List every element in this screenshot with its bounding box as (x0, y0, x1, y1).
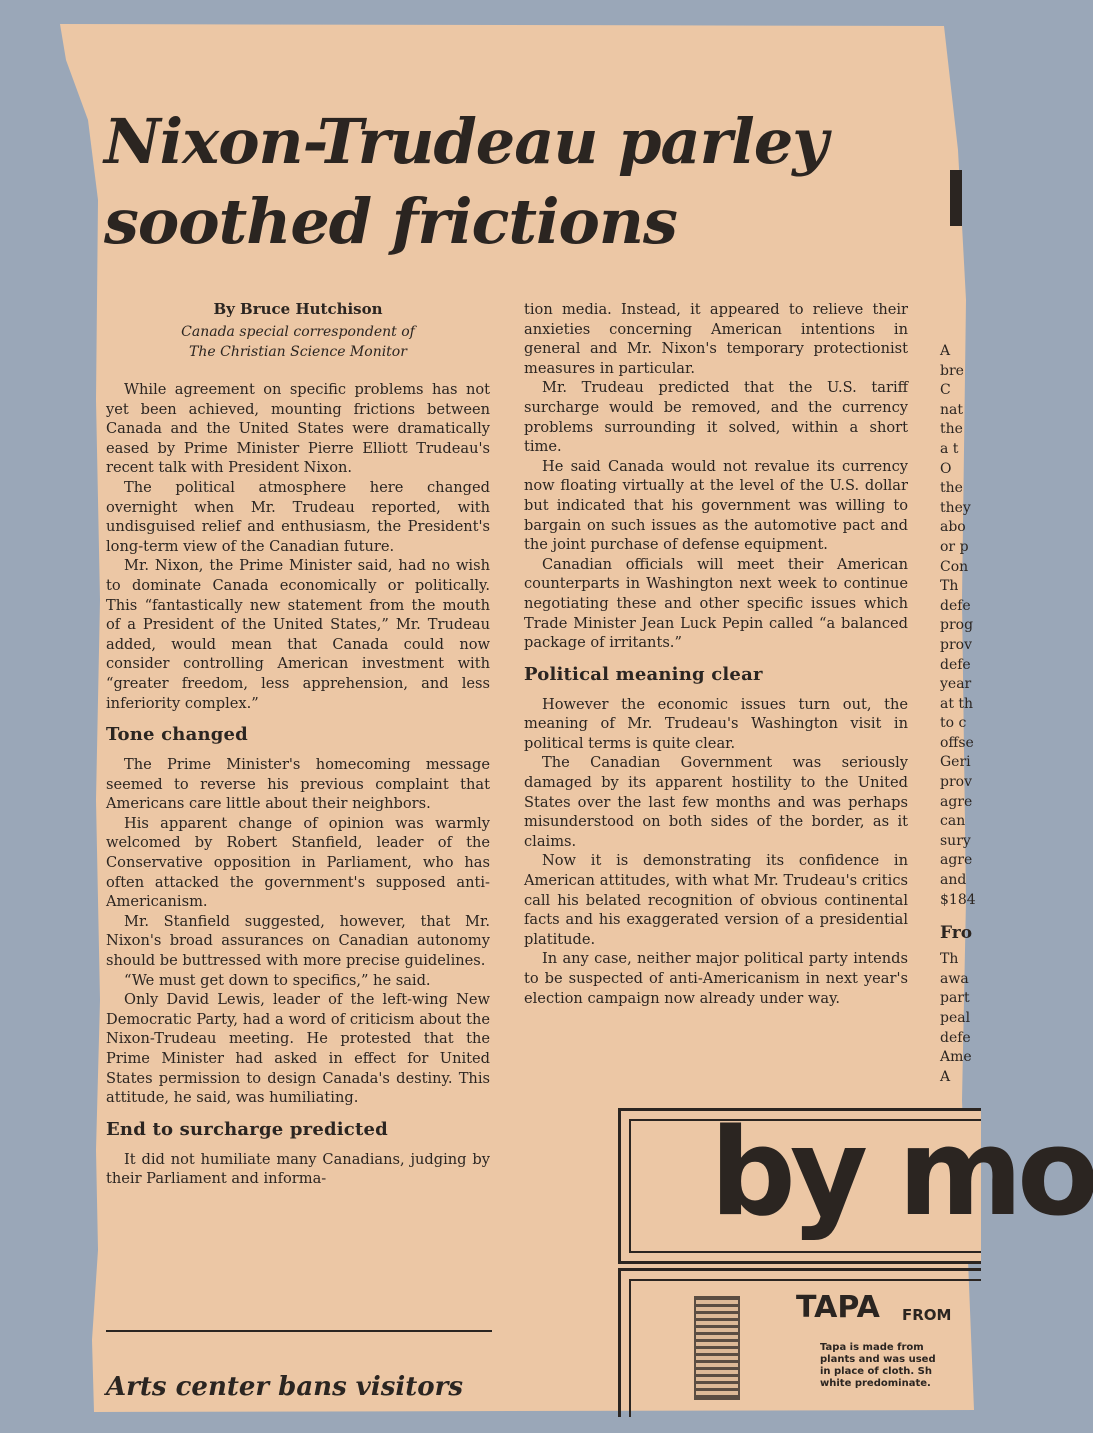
tapa-text-line: Tapa is made from (820, 1342, 924, 1353)
cut-off-line: prov (940, 636, 972, 653)
paragraph: The Canadian Government was seriously damaged by its apparent hostility to the United States over the last few months and was perhaps misunderstood on both sides of the border, as it claims. (524, 754, 908, 850)
tapa-description (820, 1342, 970, 1390)
byline: By Bruce Hutchison (213, 300, 383, 318)
paragraph: In any case, neither major political party intends to be suspected of anti-Americanism in next year's election campaign now already under way. (524, 950, 908, 1007)
cut-off-line: a t (940, 440, 959, 457)
tapa-text-line: plants and was used (820, 1354, 936, 1365)
ad-headline: by mo (710, 1104, 1093, 1243)
cut-off-line: to c (940, 715, 967, 732)
paragraph: Mr. Stanfield suggested, however, that Mr. Nixon's broad assurances on Canadian autonomy should be buttressed with more precise guidelines. (106, 912, 490, 970)
role-line-2: The Christian Science Monitor (189, 344, 407, 360)
cut-off-line: can (940, 813, 966, 830)
headline-line-2: soothed frictions (104, 185, 677, 258)
cut-off-line: $184 (940, 891, 976, 908)
headline-line-1: Nixon-Trudeau parley (104, 105, 828, 178)
paragraph: He said Canada would not revalue its currency now floating virtually at the level of the U.S. dollar but indicated that his government was willing to bargain on such issues as the automotive pact and the joint purchase of defense equipment. (524, 457, 908, 554)
cut-off-line: bre (940, 362, 964, 379)
cut-off-letter (950, 170, 962, 226)
next-article-headline: Arts center bans visitors (106, 1372, 463, 1402)
cut-off-line: Geri (940, 754, 971, 771)
cut-off-line: awa (940, 970, 969, 987)
tapa-from: FROM (902, 1306, 952, 1324)
byline-role (106, 322, 490, 362)
cut-off-line: year (940, 676, 972, 693)
cut-off-line: defe (940, 656, 971, 673)
cut-off-line: sury (940, 832, 971, 849)
cut-off-line: the (940, 480, 963, 497)
paragraph: It did not humiliate many Canadians, judging by their Parliament and informa- (106, 1150, 490, 1188)
section-subhead: Tone changed (106, 724, 248, 746)
cut-off-line: prov (940, 774, 972, 791)
paragraph: Mr. Nixon, the Prime Minister said, had no wish to dominate Canada economically or politically. This “fantastically new statement from the mouth of a President of the United States,” Mr. Trudeau added, would mean that Canada could now consider controlling American investment with “greater freedom, less apprehension, and less inferiority complex.” (106, 557, 490, 712)
cut-off-line: abo (940, 519, 966, 536)
paragraph: “We must get down to specifics,” he said. (124, 971, 431, 989)
cut-off-line: Ame (940, 1049, 972, 1066)
paragraph: tion media. Instead, it appeared to relieve their anxieties concerning American intentions in general and Mr. Nixon's temporary protectionist measures in particular. (524, 301, 908, 377)
cut-off-line: defe (940, 597, 971, 614)
cut-off-line: part (940, 990, 970, 1007)
tapa-text-line: in place of cloth. Sh (820, 1366, 932, 1377)
article-column-2 (524, 300, 908, 1008)
cut-off-line: O (940, 460, 952, 477)
cut-off-line: A (940, 343, 951, 359)
tapa-cloth-image (694, 1296, 740, 1400)
cut-off-subhead: Fro (940, 923, 973, 944)
cut-off-line: they (940, 499, 971, 516)
cut-off-line: Th (940, 578, 959, 595)
tapa-text-line: white predominate. (820, 1378, 931, 1389)
cut-off-line: offse (940, 734, 974, 751)
cut-off-line: or p (940, 538, 969, 555)
section-subhead: End to surcharge predicted (106, 1118, 388, 1140)
cut-off-line: defe (940, 1029, 971, 1046)
cut-off-line: nat (940, 401, 963, 418)
article-headline (104, 102, 864, 262)
tapa-title: TAPA (796, 1290, 880, 1325)
cut-off-line: at th (940, 695, 974, 712)
paragraph: However the economic issues turn out, the meaning of Mr. Trudeau's Washington visit in political terms is quite clear. (524, 695, 908, 752)
paragraph: Mr. Trudeau predicted that the U.S. tariff surcharge would be removed, and the currency problems surrounding it solved, within a short time. (524, 379, 908, 456)
paragraph: Only David Lewis, leader of the left-wing New Democratic Party, had a word of criticism about the Nixon-Trudeau meeting. He protested that the Prime Minister had asked in effect for United States permission to design Canada's destiny. This attitude, he said, was humiliating. (106, 991, 490, 1107)
cut-off-line: Con (940, 558, 969, 575)
paragraph: His apparent change of opinion was warmly welcomed by Robert Stanfield, leader of the Conservative opposition in Parliament, who has often attacked the government's supposed anti-Americanism. (106, 814, 490, 911)
cut-off-line: Th (940, 951, 959, 968)
paragraph: Now it is demonstrating its confidence in American attitudes, with what Mr. Trudeau's critics call his belated recognition of obvious continental facts and his exaggerated version of a presidential platitude. (524, 852, 908, 948)
cut-off-line: agre (940, 793, 973, 810)
cut-off-line: C (940, 382, 951, 399)
article-column-1 (106, 380, 490, 1189)
cut-off-line: prog (940, 617, 974, 634)
paragraph: While agreement on specific problems has not yet been achieved, mounting frictions between Canada and the United States were dramatically eased by Prime Minister Pierre Elliott Trudeau's recent talk with President Nixon. (106, 381, 490, 477)
cut-off-line: A (940, 1068, 951, 1085)
cut-off-line: the (940, 421, 963, 438)
cut-off-line: and (940, 872, 967, 889)
paragraph: The political atmosphere here changed overnight when Mr. Trudeau reported, with undisguised relief and enthusiasm, the President's long-term view of the Canadian future. (106, 478, 490, 555)
column-rule (106, 1330, 492, 1332)
cut-off-line: peal (940, 1010, 971, 1026)
paragraph: The Prime Minister's homecoming message seemed to reverse his previous complaint that Americans care little about their neighbors. (106, 756, 490, 813)
cut-off-column (940, 342, 976, 1087)
paragraph: Canadian officials will meet their American counterparts in Washington next week to continue negotiating these and other specific issues which Trade Minister Jean Luck Pepin called “a balanced package of irritants.” (524, 555, 908, 652)
section-subhead: Political meaning clear (524, 663, 763, 685)
role-line-1: Canada special correspondent of (181, 324, 415, 340)
cut-off-line: agre (940, 852, 973, 869)
